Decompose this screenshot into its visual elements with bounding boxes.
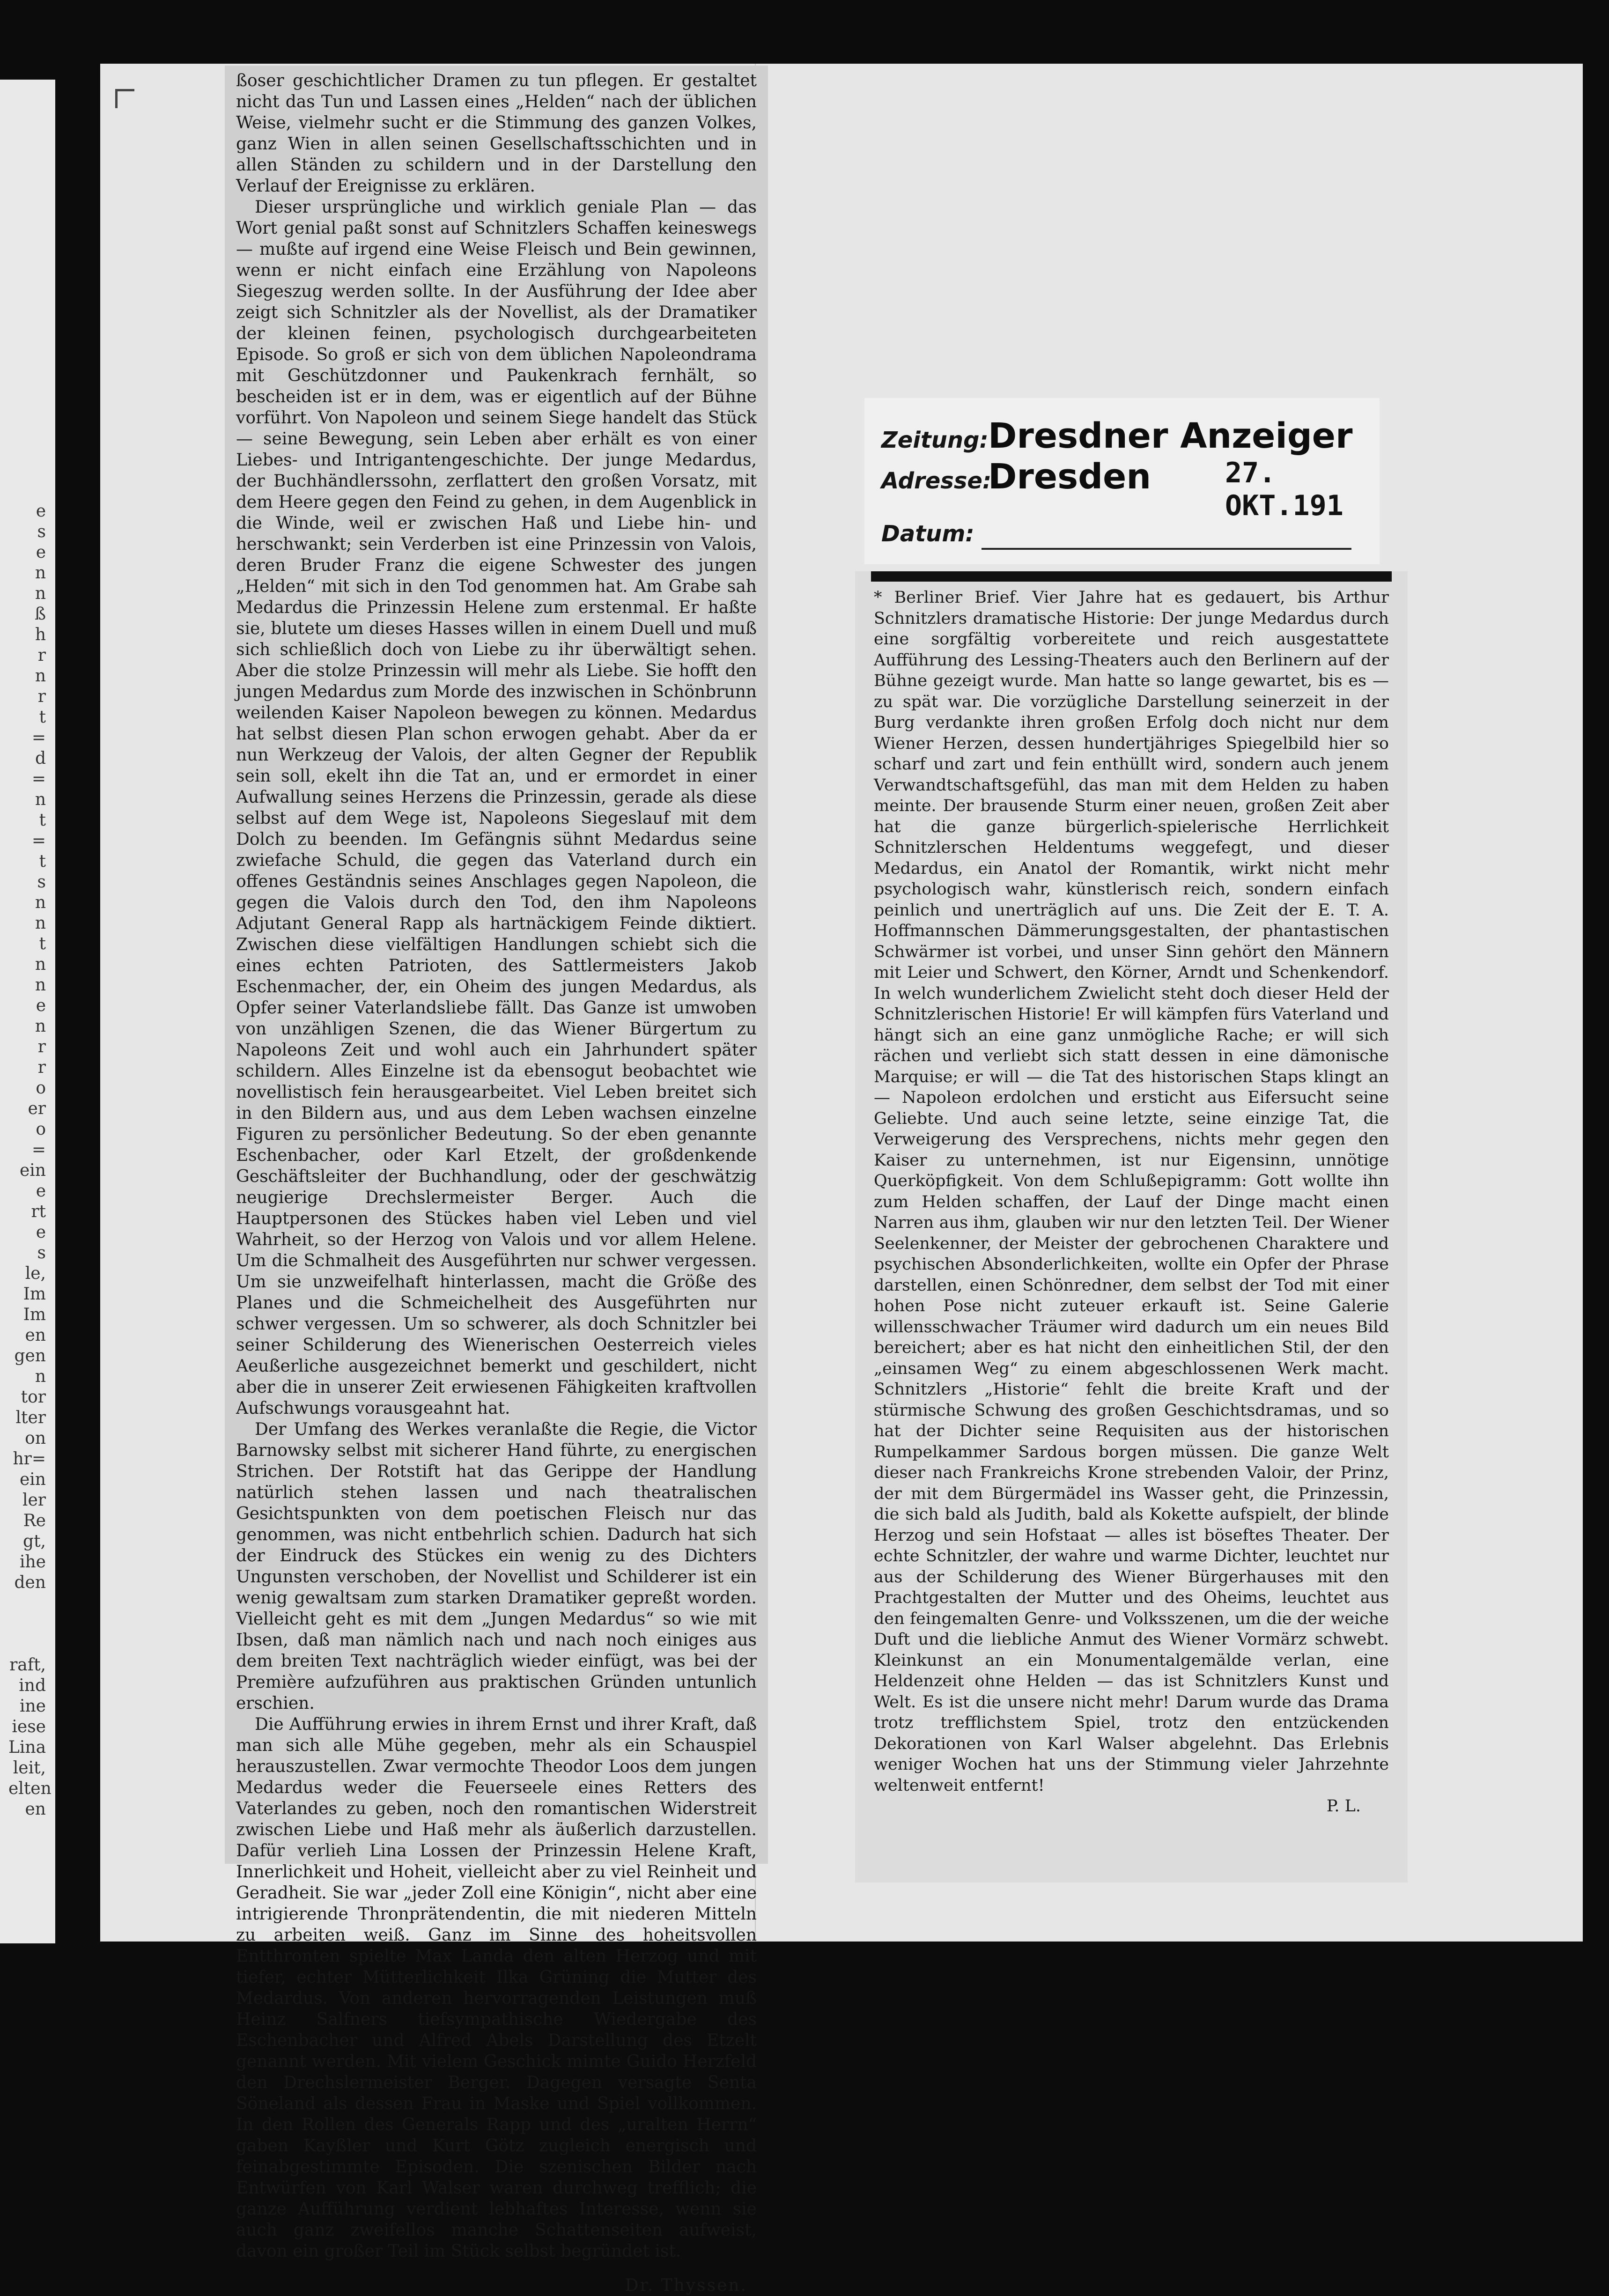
adjacent-fragment: ler xyxy=(22,1491,46,1510)
adjacent-fragment: n xyxy=(35,563,46,583)
adjacent-fragment: den xyxy=(14,1573,46,1592)
adjacent-fragment: ein xyxy=(19,1470,46,1489)
adjacent-fragment: lter xyxy=(15,1408,46,1427)
clipping-source-label xyxy=(864,398,1380,564)
adjacent-fragment: ine xyxy=(19,1697,46,1716)
adjacent-fragment: e xyxy=(36,502,46,521)
adjacent-fragment: ind xyxy=(19,1676,46,1695)
adjacent-fragment: Im xyxy=(23,1285,46,1304)
adjacent-fragment: o xyxy=(36,1078,46,1098)
article-left-paragraph-3: Der Umfang des Werkes veranlaßte die Regie, die Victor Barnowsky selbst mit sicherer Hand führte, zu energischen Strichen. Der Rotstift hat das Gerippe der Handlung natürlich stehen lassen und nach theatralischen Gesichtspunkten von dem poetischen Fleisch nur das genommen, was nicht entbehrlich schien. Dadurch hat sich der Eindruck des Stückes ein wenig zu des Dichters Ungunsten verschoben, der Novellist und Schilderer ist ein wenig gewaltsam zum starken Dramatiker gepreßt worden. Vielleicht geht es mit dem „Jungen Medardus“ so wie mit Ibsen, daß man nämlich nach und nach noch einiges aus dem breiten Text nachträglich wieder einfügt, was bei der Première aufzuführen aus praktischen Gründen untunlich erschien. xyxy=(236,1420,757,1713)
datum-label: Datum: xyxy=(881,521,974,547)
adjacent-fragment: tor xyxy=(21,1388,46,1407)
date-stamp: 27. OKT.191 xyxy=(1225,457,1343,522)
adjacent-fragment: t xyxy=(39,708,46,727)
adjacent-fragment: = xyxy=(31,728,46,747)
adjacent-fragment: n xyxy=(35,584,46,603)
adjacent-fragment: en xyxy=(25,1326,46,1345)
adjacent-fragment: r xyxy=(37,1037,46,1056)
adjacent-fragment: hr= xyxy=(13,1449,46,1469)
article-left-signature: Dr. Thyssen. xyxy=(625,2276,747,2295)
adjacent-fragment: Im xyxy=(23,1305,46,1324)
adjacent-fragment: on xyxy=(25,1429,46,1448)
adjacent-fragment: raft, xyxy=(9,1655,46,1675)
adjacent-page-text-fragments xyxy=(8,501,52,1820)
adjacent-page-strip xyxy=(0,80,55,1943)
adjacent-fragment: er xyxy=(28,1099,46,1118)
adjacent-fragment: d xyxy=(35,749,46,768)
adjacent-fragment: n xyxy=(35,790,46,809)
newspaper-clipping-left xyxy=(225,66,768,2295)
adjacent-fragment: t xyxy=(39,934,46,953)
adjacent-fragment: s xyxy=(37,522,46,541)
adjacent-fragment: s xyxy=(37,872,46,892)
adjacent-fragment: n xyxy=(35,1367,46,1386)
adjacent-fragment: = xyxy=(31,831,46,850)
adjacent-fragment: r xyxy=(37,1058,46,1077)
label-row-zeitung xyxy=(881,416,1352,456)
adresse-label: Adresse: xyxy=(881,468,992,494)
adjacent-fragment: en xyxy=(25,1800,46,1819)
adjacent-fragment: ihe xyxy=(19,1552,46,1572)
newspaper-clipping-right xyxy=(855,571,1408,1883)
adjacent-fragment: Lina xyxy=(8,1738,46,1757)
adjacent-fragment: n xyxy=(35,893,46,912)
article-right-paragraph-1: * Berliner Brief. Vier Jahre hat es gedauert, bis Arthur Schnitzlers dramatische Historie: Der junge Medardus durch eine sorgfältig vorbereitete und reich ausgestattete Aufführung des Lessing-Theaters auch den Berlinern auf der Bühne gezeigt wurde. Man hatte so lange gewartet, bis es — zu spät war. Die vorzügliche Darstellung seinerzeit in der Burg verdankte ihren großen Erfolg doch nicht nur dem Wiener Herzen, dessen hundertjähriges Spiegelbild hier so scharf und zart und fein enthüllt wird, sondern auch jenem Verwandtschaftsgefühl, das man mit dem Helden zu haben meinte. Der brausende Sturm einer neuen, großen Zeit aber hat die ganze bürgerlich-spielerische Herrlichkeit Schnitzlerschen Heldentums weggefegt, und dieser Medardus, ein Anatol der Romantik, wirkt nicht mehr psychologisch wahr, künstlerisch reich, sondern einfach peinlich und unerträglich auf uns. Die Zeit der E. T. A. Hoffmannschen Dämmerungsgestalten, der phantastischen Schwärmer ist vorbei, und unser Sinn gehört den Männern mit Leier und Schwert, den Körner, Arndt und Schenkendorf. In welch wunderlichem Zwielicht steht doch dieser Held der Schnitzlerischen Historie! Er will kämpfen fürs Vaterland und hängt sich an eine ganz unmögliche Rache; er will sich rächen und verliebt sich statt dessen in eine dämonische Marquise; er will — die Tat des historischen Staps klingt an — Napoleon erdolchen und ersticht aus Eifersucht seine Geliebte. Und auch seine letzte, seine einzige Tat, die Verweigerung des Versprechens, nichts mehr gegen den Kaiser zu unternehmen, ist nur Eigensinn, unnötige Querköpfigkeit. Von dem Schlußepigramm: Gott wollte ihn zum Helden schaffen, der Lauf der Dinge macht einen Narren aus ihm, glauben wir nur den letzten Teil. Der Wiener Seelenkenner, der Meister der gebrochenen Charaktere und psychischen Absonderlichkeiten, wollte ein Opfer der Phrase darstellen, einen Schönredner, dem selbst der Tod mit einer hohen Pose nicht zuteuer erkauft ist. Seine Galerie willensschwacher Träumer wird dadurch um ein neues Bild bereichert; aber es hat nicht den einheitlichen Stil, der den „einsamen Weg“ zu einem abgeschlossenen Werk macht. Schnitzlers „Historie“ fehlt die breite Kraft und der stürmische Schwung des großen Geschichtsdramas, und so hat der Dichter seine Requisiten aus der historischen Rumpelkammer Sardous borgen müssen. Die ganze Welt dieser nach Frankreichs Krone strebenden Valoir, der Prinz, der mit dem Bürgermädel ins Wasser geht, die Prinzessin, die sich bald als Judith, bald als Kokette aufspielt, der blinde Herzog und sein Hofstaat — alles ist böseftes Theater. Der echte Schnitzler, der wahre und warme Dichter, leuchtet nur aus der Schilderung des Wiener Bürgerhauses mit den Prachtgestalten der Mutter und des Oheims, leuchtet aus den feingemalten Genre- und Volksszenen, um die der weiche Duft und die liebliche Anmut des Wiener Vormärz schwebt. Kleinkunst an ein Monumentalgemälde verlan, eine Heldenzeit ohne Helden — das ist Schnitzlers Kunst und Welt. Es ist die unsere nicht mehr! Darum wurde das Drama trotz trefflichstem Spiel, trotz den entzückenden Dekorationen von Karl Walser abgelehnt. Das Erlebnis weniger Wochen hat uns der Stimmung vieler Jahrzehnte weltenweit entfernt! xyxy=(874,588,1389,1795)
adjacent-fragment: n xyxy=(35,914,46,933)
article-left-paragraph-2: Dieser ursprüngliche und wirklich geniale Plan — das Wort genial paßt sonst auf Schnitzlers Schaffen keineswegs — mußte auf irgend eine Weise Fleisch und Bein gewinnen, wenn er nicht einfach eine Erzählung von Napoleons Siegeszug werden sollte. In der Ausführung der Idee aber zeigt sich Schnitzler als der Novellist, als der Dramatiker der kleinen feinen, psychologisch durchgearbeiteten Episode. So groß er sich von dem üblichen Napoleondrama mit Geschützdonner und Paukenkrach fernhält, so bescheiden ist er in dem, was er eigentlich auf der Bühne vorführt. Von Napoleon und seinem Siege handelt das Stück — seine Bewegung, sein Leben aber erhält es von einer Liebes- und Intrigantengeschichte. Der junge Medardus, der Buchhändlerssohn, zerflattert den großen Vorsatz, mit dem Heere gegen den Feind zu gehen, in dem Augenblick in die Winde, weil er zwischen Haß und Liebe hin- und herschwankt; sein Verderben ist eine Prinzessin von Valois, deren Bruder Franz die eigene Schwester des jungen „Helden“ mit sich in den Tod genommen hat. Am Grabe sah Medardus die Prinzessin Helene zum erstenmal. Er haßte sie, blutete um dieses Hasses willen in einem Duell und muß sich schließlich doch von Liebe zu ihr überwältigt sehen. Aber die stolze Prinzessin will mehr als Liebe. Sie hofft den jungen Medardus zum Morde des inzwischen in Schönbrunn weilenden Kaiser Napoleon bewegen zu können. Medardus hat selbst diesen Plan schon erwogen gehabt. Aber da er nun Werkzeug der Valois, der alten Gegner der Republik sein soll, ekelt ihn die Tat an, und er ermordet in einer Aufwallung seines Herzens die Prinzessin, gerade als diese selbst auf dem Wege ist, Napoleons Siegeslauf mit dem Dolch zu beenden. Im Gefängnis sühnt Medardus seine zwiefache Schuld, die gegen das Vaterland durch ein offenes Geständnis seines Anschlages gegen Napoleon, die gegen die Valois durch den Tod, den ihm Napoleons Adjutant General Rapp als hartnäckigem Feinde diktiert. Zwischen diese vielfältigen Handlungen schiebt sich die eines echten Patrioten, des Sattlermeisters Jakob Eschenmacher, der, ein Oheim des jungen Medardus, als Opfer seiner Vaterlandsliebe fällt. Das Ganze ist umwoben von unzähligen Szenen, die das Wiener Bürgertum zu Napoleons Zeit und wohl auch ein Jahrhundert später schildern. Alles Einzelne ist da ebensogut beobachtet wie novellistisch fein herausgearbeitet. Viel Leben breitet sich in den Bildern aus, und aus dem Leben wachsen einzelne Figuren zu persönlicher Bedeutung. So der eben genannte Eschenbacher, oder Karl Etzelt, der großdenkende Geschäftsleiter der Buchhandlung, oder der geschwätzig neugierige Drechslermeister Berger. Auch die Hauptpersonen des Stückes haben viel Leben und viel Wahrheit, so der Herzog von Valois und vor allem Helene. Um die Schmalheit des Ausgeführten nur schwer vergessen. Um sie unzweifelhaft hinterlassen, macht die Größe des Planes und die Schmeichelheit des Ausgeführten nur schwer vergessen. Um so schwerer, als doch Schnitzler bei seiner Schilderung des Wienerischen Oesterreich vieles Aeußerliche ausgezeichnet bemerkt und geschildert, nicht aber die in unserer Zeit erwiesenen Fähigkeiten kraftvollen Aufschwungs vorausgeahnt hat. xyxy=(236,198,757,1418)
corner-crop-mark xyxy=(115,89,134,108)
adjacent-fragment xyxy=(8,1593,46,1614)
datum-underline xyxy=(982,548,1351,550)
adjacent-fragment: r xyxy=(37,687,46,706)
adjacent-fragment: gen xyxy=(14,1346,46,1366)
adjacent-fragment: t xyxy=(39,811,46,830)
zeitung-label: Zeitung: xyxy=(881,427,989,453)
article-right-signature: P. L. xyxy=(1326,1797,1361,1816)
adjacent-fragment: t xyxy=(39,852,46,871)
label-row-adresse xyxy=(881,457,1151,497)
clipping-top-rule xyxy=(871,571,1392,582)
adjacent-fragment: h xyxy=(35,625,46,644)
adresse-value: Dresden xyxy=(988,457,1151,497)
adjacent-fragment: rt xyxy=(31,1202,46,1221)
adjacent-fragment: leit, xyxy=(13,1758,46,1778)
label-row-datum xyxy=(881,521,988,547)
adjacent-fragment: n xyxy=(35,975,46,995)
adjacent-fragment: = xyxy=(31,769,46,789)
adjacent-fragment: iese xyxy=(12,1717,46,1736)
adjacent-fragment: e xyxy=(36,996,46,1015)
adjacent-fragment: n xyxy=(35,1017,46,1036)
adjacent-fragment: elten xyxy=(8,1779,52,1798)
adjacent-fragment: e xyxy=(36,543,46,562)
adjacent-fragment: e xyxy=(36,1223,46,1242)
adjacent-fragment: s xyxy=(37,1243,46,1262)
article-left-paragraph-1: ßoser geschichtlicher Dramen zu tun pflegen. Er gestaltet nicht das Tun und Lassen eines „Helden“ nach der üblichen Weise, vielmehr sucht er die Stimmung des ganzen Volkes, ganz Wien in allen seinen Gesellschaftsschichten und in allen Ständen zu schildern und in der Darstellung den Verlauf der Ereignisse zu erklären. xyxy=(236,71,757,196)
adjacent-fragment: = xyxy=(31,1140,46,1159)
adjacent-fragment: le, xyxy=(25,1264,46,1283)
adjacent-fragment: ein xyxy=(19,1161,46,1180)
adjacent-fragment: n xyxy=(35,955,46,974)
adjacent-fragment: gt, xyxy=(23,1532,46,1551)
article-left-paragraph-4: Die Aufführung erwies in ihrem Ernst und ihrer Kraft, daß man sich alle Mühe gegeben, mehr als ein Schauspiel herauszustellen. Zwar vermochte Theodor Loos dem jungen Medardus weder die Feuerseele eines Retters des Vaterlandes zu geben, noch den romantischen Widerstreit zwischen Liebe und Haß mehr als äußerlich darzustellen. Dafür verlieh Lina Lossen der Prinzessin Helene Kraft, Innerlichkeit und Hoheit, vielleicht aber zu viel Reinheit und Geradheit. Sie war „jeder Zoll eine Königin“, nicht aber eine intrigierende Thronprätendentin, die mit niederen Mitteln zu arbeiten weiß. Ganz im Sinne des hoheitsvollen Entthronten spielte Max Landa den alten Herzog und mit tiefer, echter Mütterlichkeit Ilka Grüning die Mutter des Medardus. Von anderen hervorragenden Leistungen muß Heinz Salfners tiefsympathische Wiedergabe des Eschenbacher und Alfred Abels Darstellung des Etzelt genannt werden. Mit vielem Geschick mimte Guido Herzfeld den Drechslermeister Berger. Dagegen versagte Senta Söneland als dessen Frau in Maske und Spiel vollkommen. In den Rollen des Generals Rapp und des „uralten Herrn“ gaben Kayßler und Kurt Götz zugleich energisch und feinabgestimmte Episoden. Die szenischen Bilder nach Entwürfen von Karl Walser waren durchweg trefflich; die ganze Aufführung verdient lebhaftes Interesse, wenn sie auch ganz zweifellos manche Schattenseiten aufweist, davon ein großer Teil im Stück selbst begründet ist. xyxy=(236,1715,757,2261)
zeitung-value: Dresdner Anzeiger xyxy=(988,416,1353,456)
adjacent-fragment: e xyxy=(36,1181,46,1201)
adjacent-fragment: r xyxy=(37,646,46,665)
adjacent-fragment: o xyxy=(36,1120,46,1139)
adjacent-fragment: Re xyxy=(23,1511,46,1530)
adjacent-fragment xyxy=(8,1634,46,1655)
adjacent-fragment: ß xyxy=(34,605,46,624)
adjacent-fragment: n xyxy=(35,666,46,686)
adjacent-fragment xyxy=(8,1614,46,1634)
